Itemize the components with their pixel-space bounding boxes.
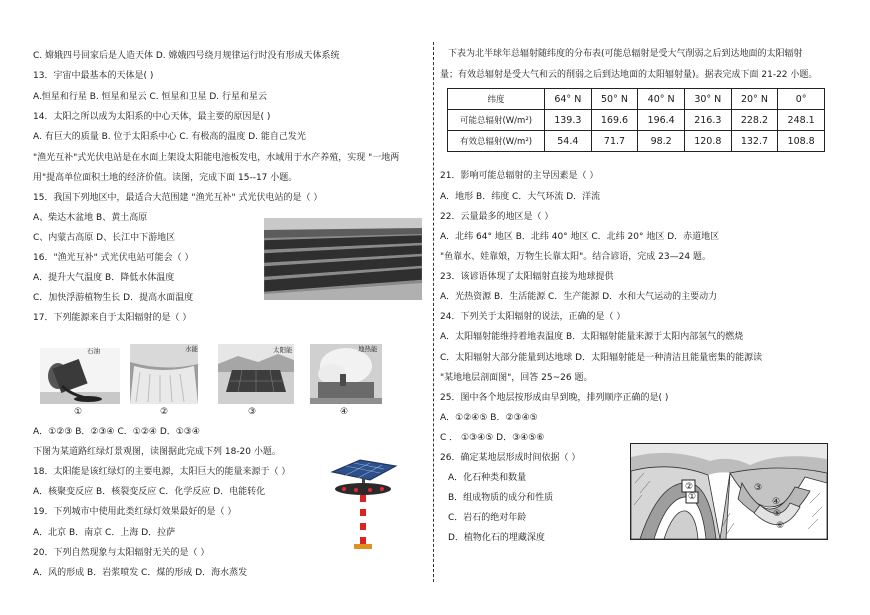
energy-label: 地热能 xyxy=(358,345,378,353)
text-line: C. 嫦娥四号回家后是人造天体 D. 嫦娥四号绕月规律运行时没有形成天体系统 xyxy=(33,51,340,61)
column-divider xyxy=(433,42,434,582)
options-13: A.恒星和行星 B. 恒星和星云 C. 恒星和卫星 D. 行星和星云 xyxy=(33,92,267,102)
table-cell: 71.7 xyxy=(591,131,638,152)
energy-label: 太阳能 xyxy=(273,346,293,354)
table-cell: 132.7 xyxy=(731,131,778,152)
table-header-cell: 20° N xyxy=(731,89,778,110)
options-15-cd: C、内蒙古高原 D、长江中下游地区 xyxy=(33,233,176,243)
strata-label: ① xyxy=(688,492,697,502)
solar-traffic-light-image xyxy=(322,452,404,554)
question-19: 19．下列城市中使用此类红绿灯效果最好的是（ ） xyxy=(33,507,237,517)
image-number: ③ xyxy=(248,407,257,417)
table-cell: 248.1 xyxy=(778,110,825,131)
question-14: 14．太阳之所以成为太阳系的中心天体，最主要的原因是( ) xyxy=(33,112,271,122)
table-header-cell: 30° N xyxy=(684,89,731,110)
strata-label: ⑥ xyxy=(776,521,785,531)
options-15-ab: A、柴达木盆地 B、黄土高原 xyxy=(33,213,148,223)
strata-label: ⑤ xyxy=(773,509,782,519)
strata-label: ④ xyxy=(772,497,781,507)
radiation-table xyxy=(447,88,825,152)
options-18: A．核聚变反应 B．核裂变反应 C．化学反应 D．电能转化 xyxy=(33,487,266,497)
table-cell: 228.2 xyxy=(731,110,778,131)
question-24: 24．下列关于太阳辐射的说法，正确的是（ ） xyxy=(440,312,626,322)
table-header-cell: 40° N xyxy=(638,89,685,110)
question-13: 13．宇宙中最基本的天体是( ) xyxy=(33,71,154,81)
options-14: A. 有巨大的质量 B. 位于太阳系中心 C. 有极高的温度 D. 能自己发光 xyxy=(33,132,306,142)
table-row-label: 有效总辐射(W/m²) xyxy=(448,131,545,152)
question-22: 22．云量最多的地区是（ ） xyxy=(440,212,554,222)
energy-label: 水能 xyxy=(185,345,198,353)
question-18: 18．太阳能是该红绿灯的主要电源，太阳巨大的能量来源于（ ） xyxy=(33,467,291,477)
option-26-b: B．组成物质的成分和性质 xyxy=(448,493,554,503)
options-17: A．①②③ B．②③④ C．①②④ D．①③④ xyxy=(33,427,200,437)
options-22: A．北纬 64° 地区 B．北纬 40° 地区 C．北纬 20° 地区 D．赤道地区 xyxy=(440,232,720,242)
geothermal-plant-image xyxy=(310,344,382,404)
question-23: 23．该谚语体现了太阳辐射直接为地球提供 xyxy=(440,272,614,282)
question-17: 17．下列能源来自于太阳辐射的是（ ） xyxy=(33,313,192,323)
table-row xyxy=(448,110,825,131)
question-20: 20．下列自然现象与太阳辐射无关的是（ ） xyxy=(33,548,210,558)
oil-barrel-image xyxy=(40,348,120,404)
options-19: A．北京 B．南京 C．上海 D．拉萨 xyxy=(33,528,176,538)
solar-farm-photo xyxy=(264,218,422,300)
options-20: A．风的形成 B．岩浆喷发 C．煤的形成 D．海水蒸发 xyxy=(33,568,248,578)
table-cell: 169.6 xyxy=(591,110,638,131)
table-cell: 120.8 xyxy=(684,131,731,152)
passage-line: 下图为某道路红绿灯景观图，读图据此完成下列 18-20 小题。 xyxy=(33,447,281,457)
table-cell: 108.8 xyxy=(778,131,825,152)
table-cell: 139.3 xyxy=(545,110,592,131)
options-25-ab: A．①②④⑤ B．②③④⑤ xyxy=(440,413,538,423)
options-21: A．地形 B．纬度 C．大气环流 D．洋流 xyxy=(440,192,601,202)
table-header-cell: 50° N xyxy=(591,89,638,110)
question-25: 25．图中各个地层按形成由早到晚，排列顺序正确的是( ) xyxy=(440,393,669,403)
passage-line: "鱼靠水、娃靠娘，万物生长靠太阳"。结合谚语，完成 23—24 题。 xyxy=(440,252,711,262)
passage-line: "渔光互补"式光伏电站是在水面上架设太阳能电池板发电，水域用于水产养殖，实现 "一地两 xyxy=(33,153,400,163)
passage-line: 下表为北半球年总辐射随纬度的分布表(可能总辐射是受大气削弱之后到达地面的太阳辐射 xyxy=(448,49,803,59)
image-number: ② xyxy=(160,407,169,417)
strata-label: ② xyxy=(685,482,694,492)
table-cell: 98.2 xyxy=(638,131,685,152)
energy-label: 石油 xyxy=(87,347,100,355)
options-24-ab: A．太阳辐射能维持着地表温度 B．太阳辐射能量来源于太阳内部氢气的燃烧 xyxy=(440,332,744,342)
passage-line: 用"提高单位面积土地的经济价值。读图，完成下面 15--17 小题。 xyxy=(33,173,298,183)
question-15: 15．我国下列地区中，最适合大范围建 "渔光互补" 式光伏电站的是（ ） xyxy=(33,193,323,203)
table-header-row xyxy=(448,89,825,110)
image-number: ④ xyxy=(340,407,349,417)
question-16: 16．"渔光互补" 式光伏电站可能会（ ） xyxy=(33,253,194,263)
options-25-cd: C ． ①③④⑤ D．③④⑤⑥ xyxy=(440,433,545,443)
table-row xyxy=(448,131,825,152)
question-26: 26．确定某地层形成时间依据（ ） xyxy=(440,453,581,463)
table-cell: 54.4 xyxy=(545,131,592,152)
table-header-cell: 0° xyxy=(778,89,825,110)
options-16-ab: A．提升大气温度 B．降低水体温度 xyxy=(33,273,175,283)
strata-diagram xyxy=(630,443,828,540)
option-26-d: D．植物化石的埋藏深度 xyxy=(448,533,545,543)
option-26-c: C．岩石的绝对年龄 xyxy=(448,513,527,523)
options-24-cd: C．太阳辐射大部分能量到达地球 D．太阳辐射能是一种清洁且能量密集的能源读 xyxy=(440,353,763,363)
passage-line: 量；有效总辐射是受大气和云的削弱之后到达地面的太阳辐射量)。据表完成下面 21-22 小题。 xyxy=(440,70,818,80)
image-number: ① xyxy=(74,407,83,417)
options-23: A．光热资源 B．生活能源 C．生产能源 D．水和大气运动的主要动力 xyxy=(440,292,718,302)
option-26-a: A．化石种类和数量 xyxy=(448,473,527,483)
table-header-cell: 64° N xyxy=(545,89,592,110)
table-cell: 216.3 xyxy=(684,110,731,131)
table-header-cell: 纬度 xyxy=(448,89,545,110)
question-21: 21．影响可能总辐射的主导因素是（ ） xyxy=(440,171,599,181)
strata-label: ③ xyxy=(754,483,763,493)
hydro-dam-image xyxy=(130,344,198,404)
table-cell: 196.4 xyxy=(638,110,685,131)
passage-line: "某地地层剖面图"，回答 25~26 题。 xyxy=(440,373,593,383)
options-16-cd: C．加快浮游植物生长 D．提高水面温度 xyxy=(33,293,194,303)
table-row-label: 可能总辐射(W/m²) xyxy=(448,110,545,131)
